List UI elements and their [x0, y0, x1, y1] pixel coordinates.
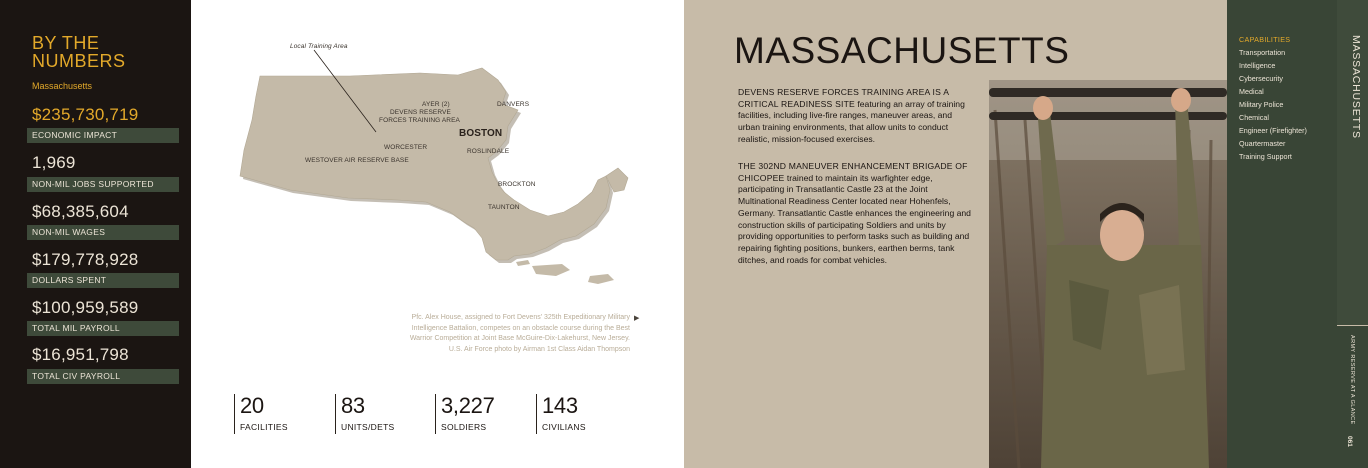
map-label-brockton: BROCKTON — [498, 181, 536, 188]
map-label-roslindale: ROSLINDALE — [467, 148, 510, 155]
stat-value: $179,778,928 — [32, 250, 139, 269]
capability-item: Intelligence — [1239, 61, 1276, 70]
map-label-local-training-area: Local Training Area — [290, 43, 348, 50]
map-label-devens: FORCES TRAINING AREA — [379, 117, 460, 124]
mainland — [240, 68, 610, 260]
body-paragraph: DEVENS RESERVE FORCES TRAINING AREA IS A CRITICAL READINESS SITE featuring an array of training facilities, including live-fire ranges, maneuver areas, and urban training environments, that allow units to conduct realistic, mission-focused exercises. — [738, 87, 965, 144]
elizabeth-islands — [516, 260, 530, 266]
capability-item: Training Support — [1239, 152, 1292, 161]
map-label-taunton: TAUNTON — [488, 204, 520, 211]
capability-item: Cybersecurity — [1239, 74, 1283, 83]
map-label-danvers: DANVERS — [497, 101, 530, 108]
capabilities-heading: CAPABILITIES — [1239, 35, 1291, 44]
stat-value: $16,951,798 — [32, 345, 129, 364]
count-facilities: 20 FACILITIES — [234, 394, 288, 434]
stat-label: ECONOMIC IMPACT — [27, 128, 179, 143]
nantucket — [588, 274, 614, 284]
sidebar-title: BY THE NUMBERS — [32, 33, 126, 71]
stat-value: $68,385,604 — [32, 202, 129, 221]
map-label-worcester: WORCESTER — [384, 144, 428, 151]
stat-label: TOTAL MIL PAYROLL — [27, 321, 179, 336]
stat-value: $100,959,589 — [32, 298, 139, 317]
edge-divider — [1337, 325, 1368, 326]
page-title: MASSACHUSETTS — [734, 30, 1070, 71]
sidebar-subtitle: Massachusetts — [32, 81, 93, 91]
capability-item: Transportation — [1239, 48, 1286, 57]
stat-value: $235,730,719 — [32, 105, 139, 124]
massachusetts-map — [230, 40, 640, 300]
capability-item: Medical — [1239, 87, 1264, 96]
capability-item: Engineer (Firefighter) — [1239, 126, 1307, 135]
stat-label: NON-MIL WAGES — [27, 225, 179, 240]
caption-pointer-icon: ▶ — [634, 315, 640, 322]
map-label-devens: DEVENS RESERVE — [390, 109, 451, 116]
marthas-vineyard — [532, 264, 570, 276]
count-units: 83 UNITS/DETS — [335, 394, 395, 434]
count-civilians: 143 CIVILIANS — [536, 394, 586, 434]
count-soldiers: 3,227 SOLDIERS — [435, 394, 495, 434]
capability-item: Chemical — [1239, 113, 1269, 122]
vertical-footer: ARMY RESERVE AT A GLANCE — [1349, 335, 1355, 425]
map-label-westover: WESTOVER AIR RESERVE BASE — [305, 157, 409, 164]
stat-label: TOTAL CIV PAYROLL — [27, 369, 179, 384]
body-paragraph: THE 302ND MANEUVER ENHANCEMENT BRIGADE OF CHICOPEE trained to maintain its warfighter edge, participating in Transatlantic Castle 23 at the Joint Multinational Readiness Center located near Hohenfels, Germany. Transatlantic Castle enhances the engineering and construction skills of participating Soldiers and units by providing opportunities to perform tasks such as building and repairing fighting positions, bunkers, earthen berms, tank ditches, and roads for combat vehicles. — [738, 161, 971, 265]
stat-label: NON-MIL JOBS SUPPORTED — [27, 177, 179, 192]
soldier-photo — [989, 80, 1227, 468]
capability-item: Quartermaster — [1239, 139, 1286, 148]
capabilities-panel — [1227, 0, 1337, 468]
capability-item: Military Police — [1239, 100, 1284, 109]
vertical-state-name: MASSACHUSETTS — [1350, 35, 1362, 139]
map-label-boston: BOSTON — [459, 128, 503, 139]
stat-label: DOLLARS SPENT — [27, 273, 179, 288]
stat-value: 1,969 — [32, 153, 76, 172]
photo-caption: Pfc. Alex House, assigned to Fort Devens' 325th Expeditionary Military Intelligence Battalion, competes on an obstacle course during the Best Warrior Competition at Joint Base McGuire-Dix-Lakehurst, New Jersey. U.S. Air Force photo by Airman 1st Class Aidan Thompson — [409, 314, 630, 353]
page-number: 061 — [1346, 436, 1353, 447]
map-label-ayer: AYER (2) — [422, 101, 450, 108]
